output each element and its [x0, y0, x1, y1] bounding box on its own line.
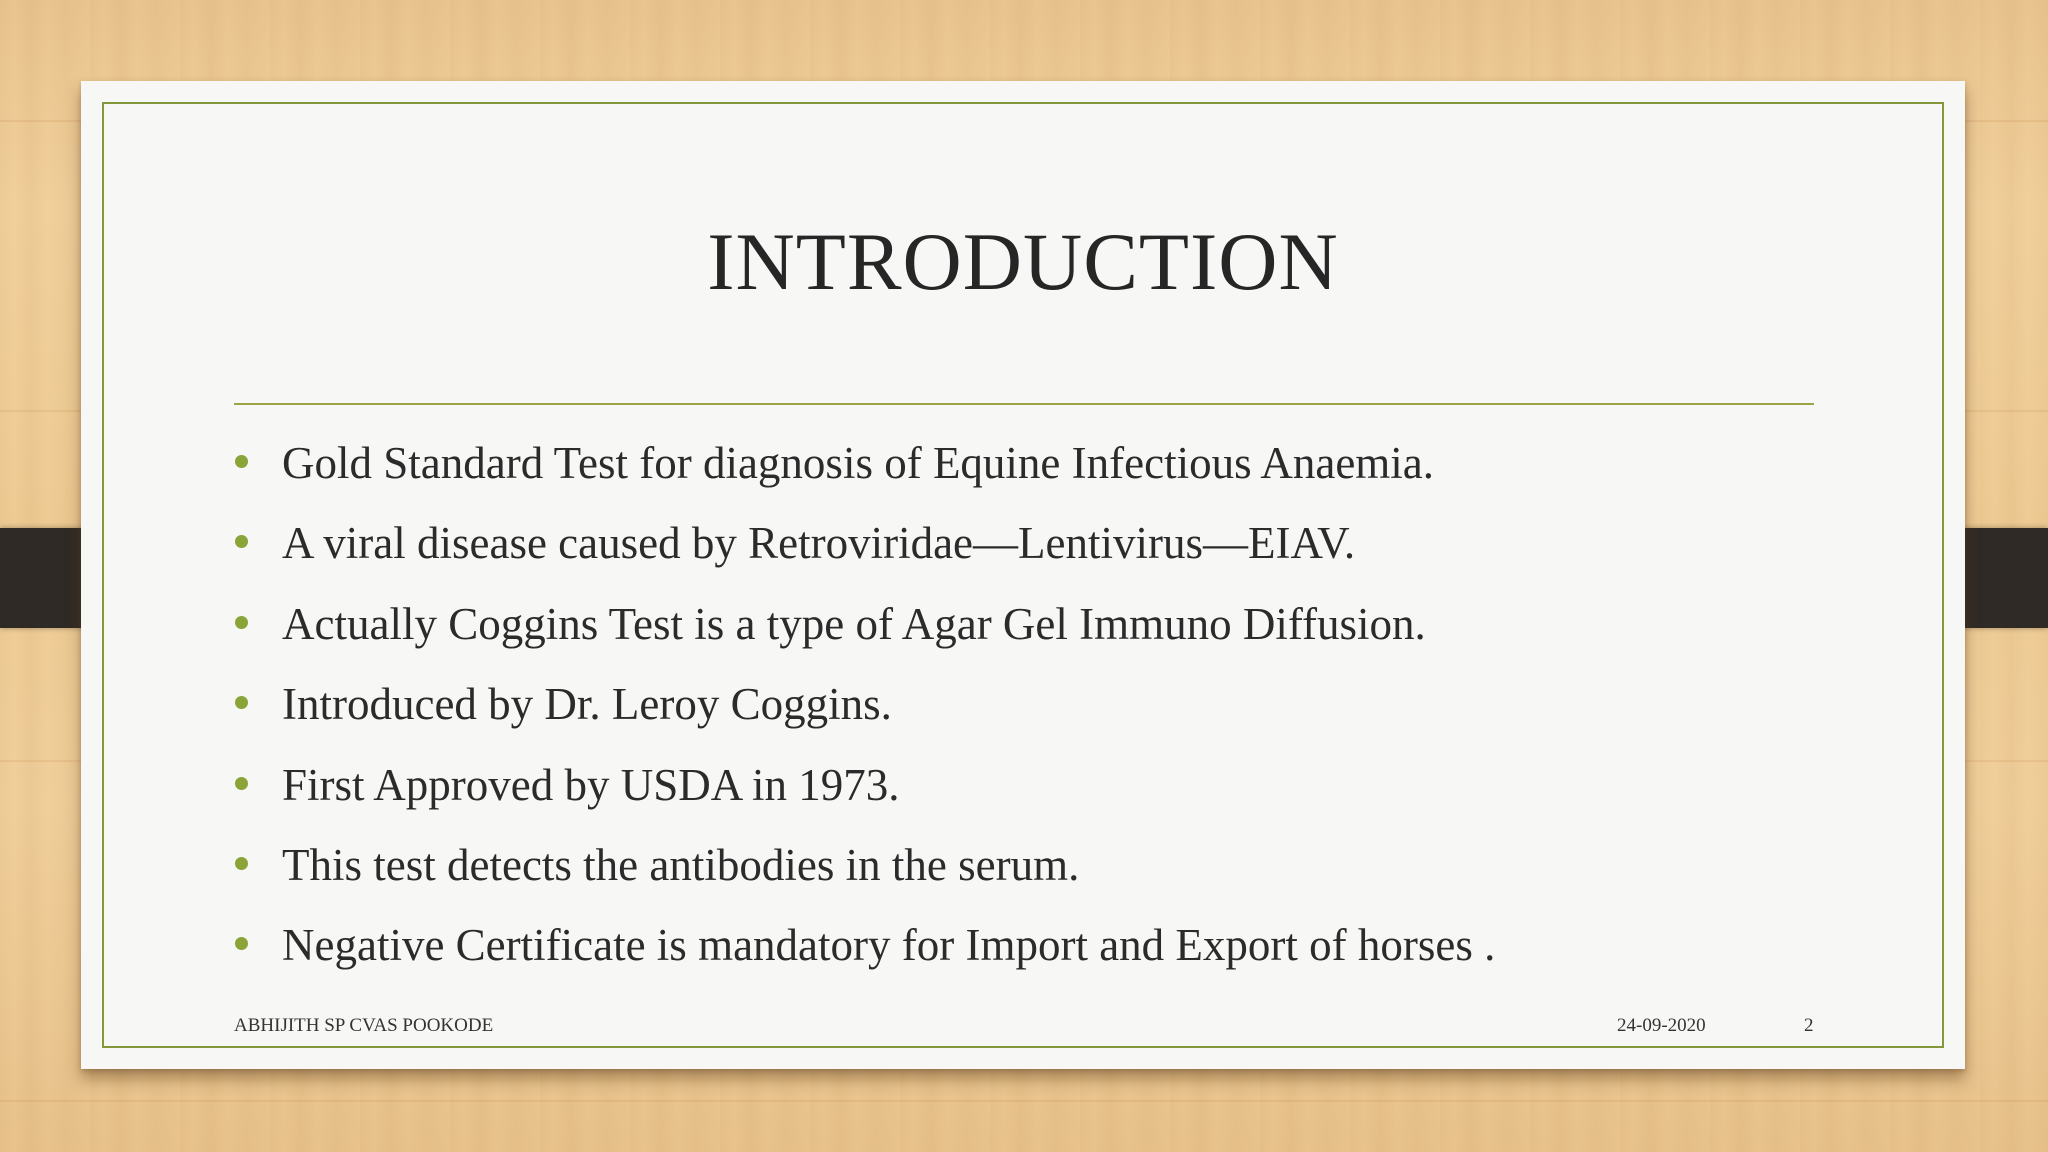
bullet-item: [234, 912, 1495, 992]
bullet-text: First Approved by USDA in 1973.: [282, 759, 900, 810]
bullet-text: A viral disease caused by Retroviridae—Lentivirus—EIAV.: [282, 518, 1356, 569]
bullet-dot-icon: [235, 535, 248, 548]
title-divider: [234, 403, 1814, 405]
bullet-dot-icon: [235, 777, 248, 790]
bullet-item: [234, 510, 1495, 590]
bullet-dot-icon: [235, 696, 248, 709]
slide-number: 2: [1804, 1015, 1814, 1036]
footer-author: ABHIJITH SP CVAS POOKODE: [234, 1015, 494, 1036]
bullet-dot-icon: [235, 455, 248, 468]
slide: [81, 81, 1965, 1069]
bullet-dot-icon: [235, 857, 248, 870]
bullet-text: Gold Standard Test for diagnosis of Equine Infectious Anaemia.: [282, 438, 1435, 488]
bullet-item: [234, 591, 1495, 671]
bullet-item: [234, 832, 1495, 912]
bullet-text: This test detects the antibodies in the serum.: [282, 839, 1080, 890]
footer-date: 24-09-2020: [1617, 1015, 1706, 1036]
bullet-item: [234, 430, 1495, 510]
slide-title: INTRODUCTION: [707, 216, 1339, 307]
bullet-dot-icon: [235, 616, 248, 629]
bullet-text: Actually Coggins Test is a type of Agar Gel Immuno Diffusion.: [282, 598, 1426, 649]
bullet-list: [234, 430, 1495, 993]
wood-grain-line: [0, 1100, 2048, 1102]
bullet-item: [234, 671, 1495, 751]
bullet-dot-icon: [235, 937, 248, 950]
bullet-item: [234, 752, 1495, 832]
bullet-text: Introduced by Dr. Leroy Coggins.: [282, 679, 892, 730]
bullet-text: Negative Certificate is mandatory for Import and Export of horses .: [282, 920, 1496, 971]
